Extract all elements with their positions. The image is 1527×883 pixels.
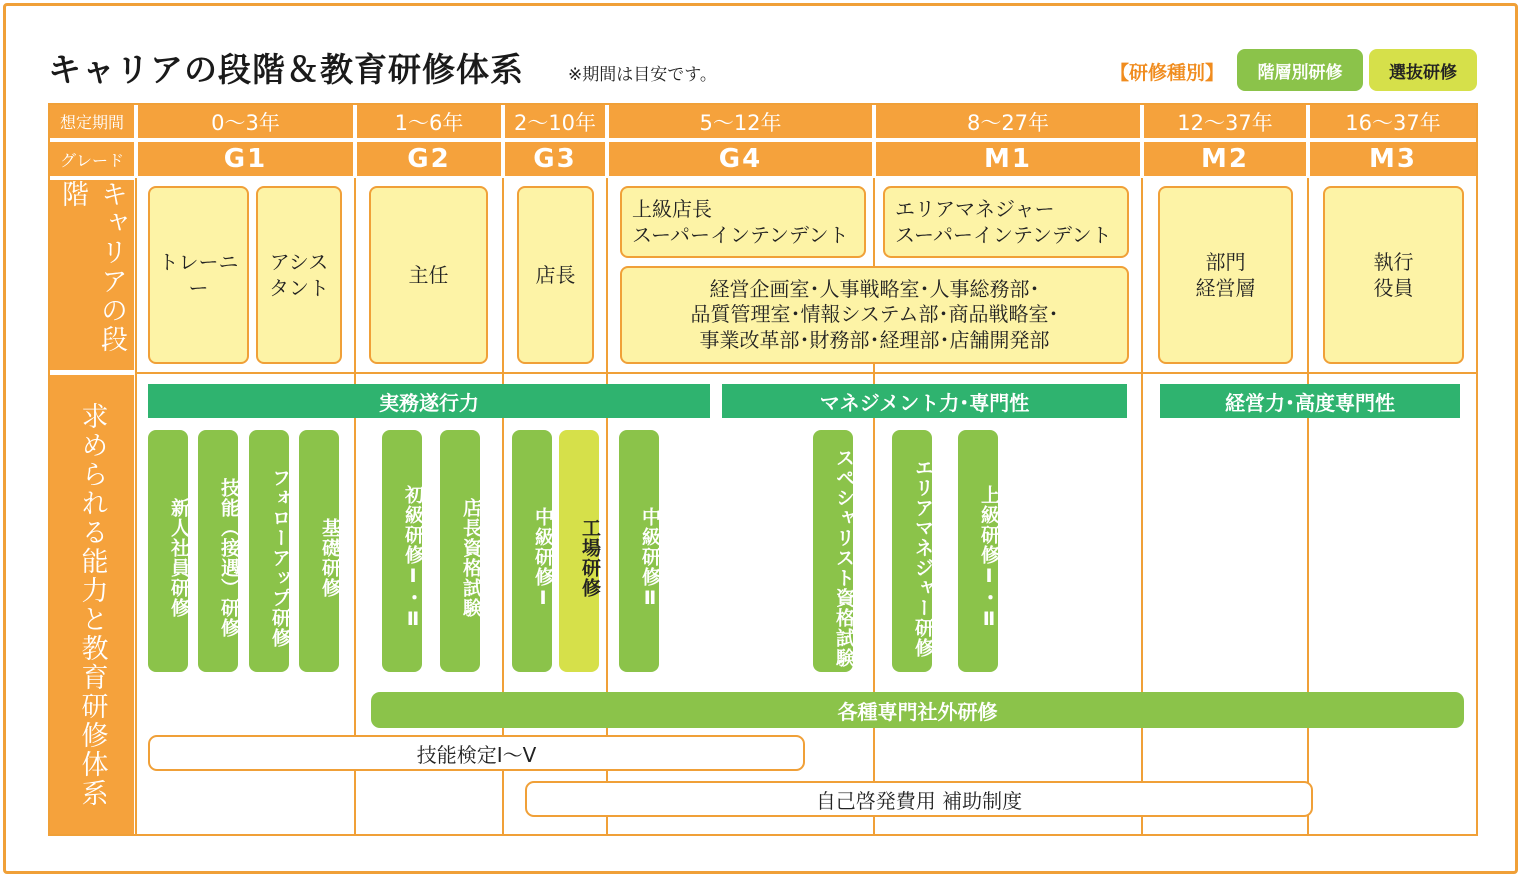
ability-management-bar: マネジメント力･専門性 <box>722 384 1127 418</box>
training-follow-up: フォローアップ研修 <box>249 430 289 672</box>
period-header-label: 想定期間 <box>50 105 134 138</box>
period-m1: 8〜27年 <box>876 105 1140 138</box>
grid-line <box>135 178 137 834</box>
external-training-bar: 各種専門社外研修 <box>371 692 1464 728</box>
training-intermediate-1: 中級研修Ⅰ <box>512 430 552 672</box>
self-development-bar: 自己啓発費用 補助制度 <box>525 781 1313 817</box>
career-store-manager: 店長 <box>517 186 594 364</box>
grade-header-label: グレード <box>50 142 134 176</box>
training-advanced: 上級研修Ⅰ･Ⅱ <box>958 430 998 672</box>
period-g2: 1〜6年 <box>357 105 501 138</box>
side-training-label: 求められる能力と教育研修体系 <box>50 375 134 834</box>
career-executive: 執行 役員 <box>1323 186 1464 364</box>
training-basic: 基礎研修 <box>299 430 339 672</box>
period-g4: 5〜12年 <box>609 105 872 138</box>
page-title: キャリアの段階＆教育研修体系 <box>48 50 524 89</box>
grade-m1: M1 <box>876 142 1140 176</box>
career-trainee: トレーニー <box>148 186 249 364</box>
period-m2: 12〜37年 <box>1144 105 1306 138</box>
legend-selective-chip: 選抜研修 <box>1369 49 1477 91</box>
training-new-employee: 新人社員研修 <box>148 430 188 672</box>
career-senior-manager: 上級店長 スーパーインテンデント <box>620 186 866 258</box>
grade-g2: G2 <box>357 142 501 176</box>
grid-line <box>1307 178 1309 834</box>
period-note: ※期間は目安です。 <box>568 65 717 85</box>
training-beginner: 初級研修Ⅰ･Ⅱ <box>382 430 422 672</box>
skill-test-bar: 技能検定Ⅰ〜Ⅴ <box>148 735 805 771</box>
grid-line <box>136 372 1476 374</box>
training-specialist-exam: スペシャリスト資格試験 <box>813 430 853 672</box>
training-area-manager: エリアマネジャー研修 <box>892 430 932 672</box>
period-g3: 2〜10年 <box>505 105 605 138</box>
grade-g3: G3 <box>505 142 605 176</box>
career-departments: 経営企画室･人事戦略室･人事総務部･ 品質管理室･情報システム部･商品戦略室･ 事業改革部･財務部･経理部･店舗開発部 <box>620 266 1129 364</box>
career-area-manager: エリアマネジャー スーパーインテンデント <box>883 186 1129 258</box>
career-assistant: アシス タント <box>256 186 342 364</box>
grade-m3: M3 <box>1310 142 1476 176</box>
training-intermediate-2: 中級研修Ⅱ <box>619 430 659 672</box>
ability-execution-bar: 実務遂行力 <box>148 384 710 418</box>
grid-line <box>1141 178 1143 834</box>
legend-label: 【研修種別】 <box>1110 62 1225 84</box>
ability-business-bar: 経営力･高度専門性 <box>1160 384 1460 418</box>
career-dept-management: 部門 経営層 <box>1158 186 1293 364</box>
training-store-manager-exam: 店長資格試験 <box>440 430 480 672</box>
period-g1: 0〜3年 <box>138 105 353 138</box>
training-skill-service: 技能（接遇）研修 <box>198 430 238 672</box>
grade-m2: M2 <box>1144 142 1306 176</box>
side-career-label: キャリアの段階 <box>50 180 134 370</box>
grade-g1: G1 <box>138 142 353 176</box>
period-m3: 16〜37年 <box>1310 105 1476 138</box>
training-factory: 工場研修 <box>559 430 599 672</box>
grade-g4: G4 <box>609 142 872 176</box>
career-chief: 主任 <box>369 186 488 364</box>
legend-tiered-chip: 階層別研修 <box>1237 49 1363 91</box>
